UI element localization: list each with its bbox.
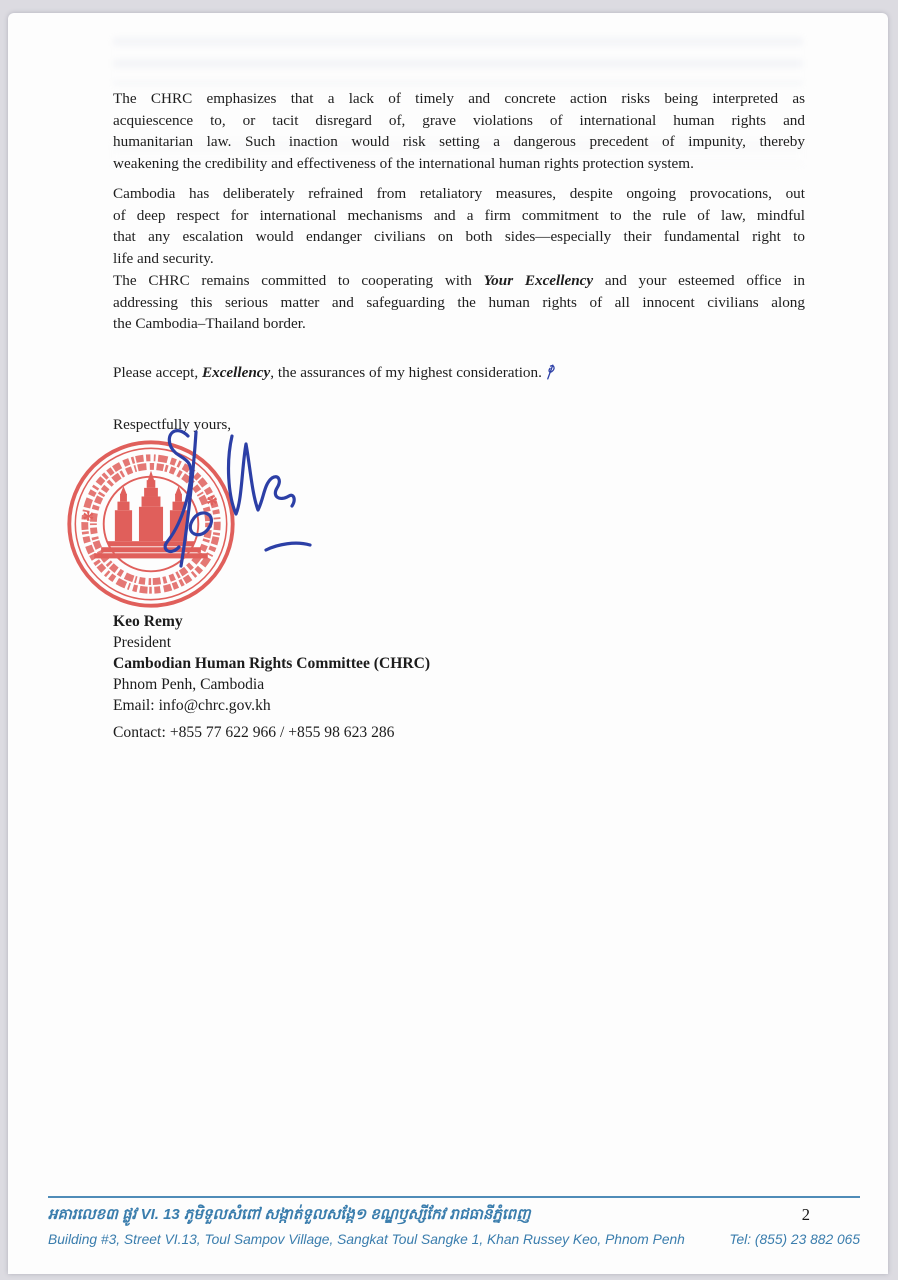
seal-separator-star: * (82, 507, 95, 534)
letter-line: Respectfully yours, (113, 416, 232, 433)
seal-separator-star: * (206, 491, 219, 518)
letter-line: Cambodia has deliberately refrained from retaliatory measures, despite ongoing provocations, out (113, 185, 805, 202)
letter-line (113, 270, 805, 292)
letter-line: The CHRC emphasizes that a lack of timely and concrete action risks being interpreted as (113, 90, 805, 107)
signature-block (113, 613, 430, 745)
signer-title: President (113, 634, 172, 651)
letter-line: humanitarian law. Such inaction would risk setting a dangerous precedent of impunity, thereby (113, 133, 805, 150)
email-label: Email: (113, 697, 155, 714)
contact-label: Contact: (113, 724, 166, 741)
letter-line: life and security. (113, 249, 214, 267)
letter-line: weakening the credibility and effectiveness of the international human rights protection system. (113, 154, 694, 172)
letter-text-segment: and your esteemed office in (593, 272, 806, 289)
letter-line: that any escalation would endanger civilians on both sides—especially their fundamental right to (113, 228, 805, 245)
letter-line: acquiescence to, or tacit disregard of, grave violations of international human rights and (113, 111, 805, 129)
handwritten-signature (136, 420, 332, 592)
letter-text-segment: The CHRC remains committed to cooperating with (113, 272, 484, 289)
paragraph-1 (113, 88, 805, 174)
signer-location: Phnom Penh, Cambodia (113, 676, 265, 693)
signer-email-line (113, 697, 430, 718)
closing-courtesy-line (113, 362, 805, 384)
letter-page (8, 13, 888, 1274)
signer-contact-line (113, 724, 430, 745)
blue-pen-mark (545, 363, 556, 381)
letter-line: addressing this serious matter and safeguarding the human rights of all innocent civilians along (113, 293, 805, 311)
paragraph-3 (113, 270, 805, 335)
letter-text-segment: , the assurances of my highest consideration. (270, 364, 542, 381)
letter-text-segment: Please accept, (113, 364, 202, 381)
signer-name: Keo Remy (113, 613, 183, 630)
letterhead-footer (48, 1196, 860, 1247)
paragraph-2 (113, 183, 805, 269)
letter-line: the Cambodia–Thailand border. (113, 315, 306, 332)
emphasized-your-excellency: Your Excellency (483, 272, 594, 289)
letter-line (113, 362, 805, 384)
signer-organization: Cambodian Human Rights Committee (CHRC) (113, 655, 431, 672)
emphasized-excellency: Excellency (201, 364, 271, 381)
footer-address-khmer: អគារលេខ៣ ផ្លូវ VI. 13 ភូមិទួលសំពៅ សង្កាត់ទួលសង្កែ១ ខណ្ឌឫស្សីកែវ រាជធានីភ្នំពេញ (48, 1206, 531, 1223)
letter-line: of deep respect for international mechanisms and a firm commitment to the rule of law, mindful (113, 206, 805, 224)
email-value: info@chrc.gov.kh (158, 697, 271, 714)
contact-value: +855 77 622 966 / +855 98 623 286 (169, 724, 395, 741)
footer-address-english: Building #3, Street VI.13, Toul Sampov Village, Sangkat Toul Sangke 1, Khan Russey Keo, Phnom Penh (48, 1232, 685, 1247)
page-number: 2 (801, 1205, 810, 1224)
footer-telephone: Tel: (855) 23 882 065 (729, 1232, 860, 1247)
bleed-through-ghost (113, 37, 803, 85)
